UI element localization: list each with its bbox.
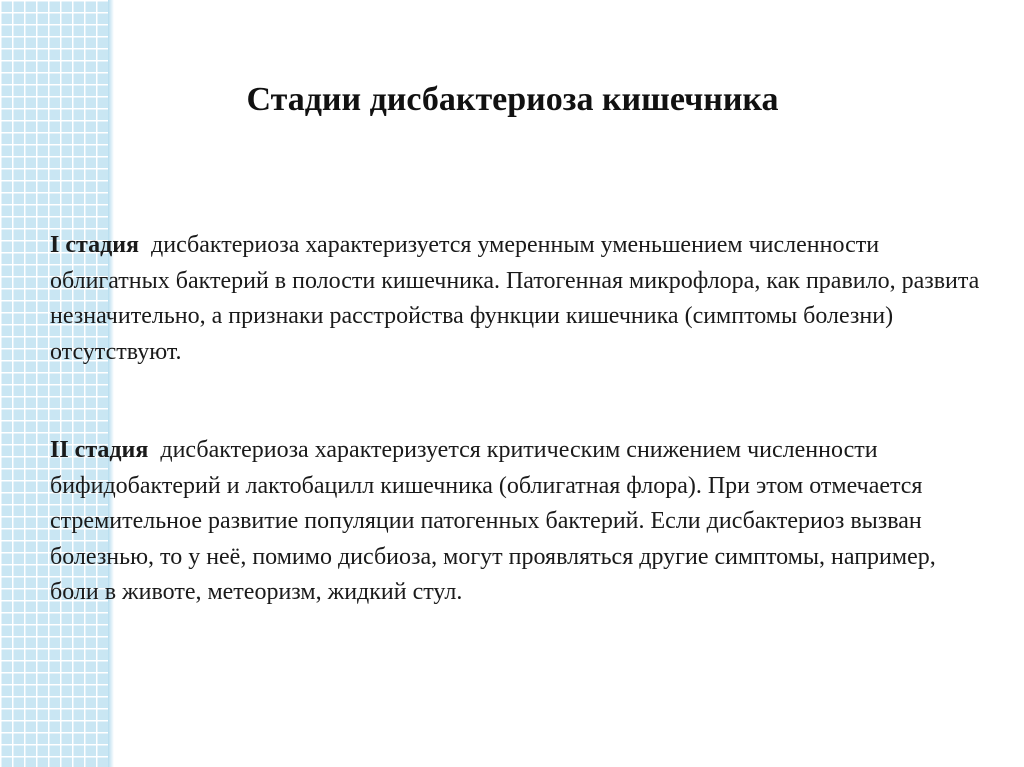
slide-title: Стадии дисбактериоза кишечника <box>246 81 779 118</box>
band-edge-shadow <box>108 0 114 767</box>
stage-2-text: дисбактериоза характеризуется критическим снижением численности бифидобактерий и лактобацилл кишечника (облигатная флора). При этом отмечается стремительное развитие популяции патогенных бактерий. Если дисбактериоз вызван болезнью, то у неё, помимо дисбиоза, могут проявляться другие симптомы, например, боли в животе, метеоризм, жидкий стул. <box>50 437 936 605</box>
stage-1-label: I стадия <box>50 232 140 258</box>
decorative-grid-band <box>0 0 110 767</box>
stage-2-paragraph <box>50 433 980 611</box>
stage-2-label: II стадия <box>50 437 149 463</box>
stage-1-text: дисбактериоза характеризуется умеренным уменьшением численности облигатных бактерий в полости кишечника. Патогенная микрофлора, как правило, развита незначительно, а признаки расстройства функции кишечника (симптомы болезни) отсутствуют. <box>50 232 980 365</box>
stage-1-paragraph <box>50 228 980 370</box>
